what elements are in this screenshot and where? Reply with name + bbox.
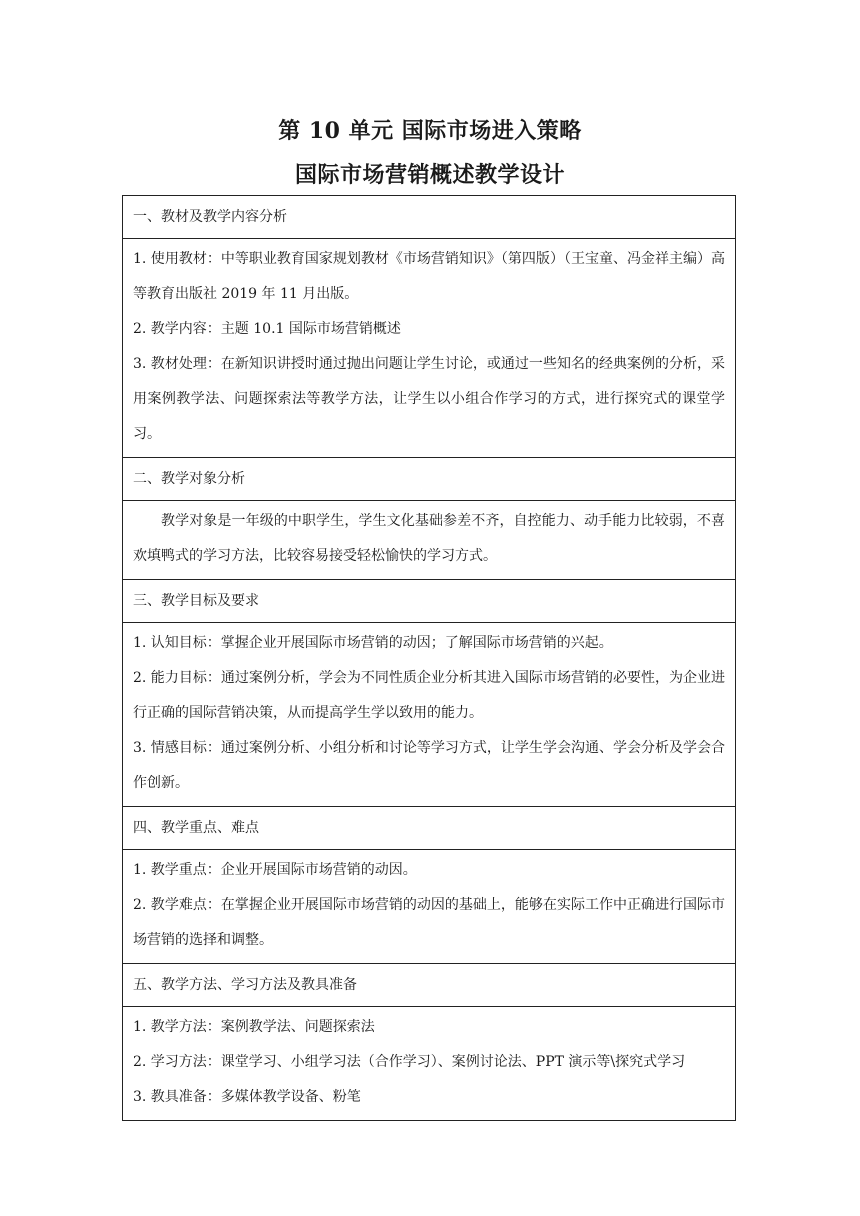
section-heading-materials: 一、教材及教学内容分析 bbox=[123, 196, 736, 239]
section-heading-methods: 五、教学方法、学习方法及教具准备 bbox=[123, 964, 736, 1007]
paragraph: 3. 教材处理：在新知识讲授时通过抛出问题让学生讨论，或通过一些知名的经典案例的分析，采用案例教学法、问题探索法等教学方法，让学生以小组合作学习的方式，进行探究式的课堂学习。 bbox=[133, 356, 725, 442]
document-subtitle: 国际市场营销概述教学设计 bbox=[294, 162, 565, 188]
paragraph: 2. 教学内容：主题 10.1 国际市场营销概述 bbox=[133, 321, 401, 337]
lesson-plan-table bbox=[122, 195, 736, 1121]
section-body-students bbox=[123, 501, 736, 580]
section-body-materials bbox=[123, 239, 736, 458]
section-body-objectives bbox=[123, 623, 736, 807]
document-title: 第 10 单元 国际市场进入策略 bbox=[278, 118, 582, 144]
section-body-methods bbox=[123, 1007, 736, 1121]
paragraph: 3. 教具准备：多媒体教学设备、粉笔 bbox=[133, 1089, 361, 1105]
paragraph: 1. 认知目标：掌握企业开展国际市场营销的动因；了解国际市场营销的兴起。 bbox=[133, 635, 613, 651]
paragraph: 2. 能力目标：通过案例分析，学会为不同性质企业分析其进入国际市场营销的必要性，为企业进行正确的国际营销决策，从而提高学生学以致用的能力。 bbox=[133, 670, 725, 721]
paragraph: 2. 教学难点：在掌握企业开展国际市场营销的动因的基础上，能够在实际工作中正确进行国际市场营销的选择和调整。 bbox=[133, 897, 725, 948]
paragraph: 3. 情感目标：通过案例分析、小组分析和讨论等学习方式，让学生学会沟通、学会分析及学会合作创新。 bbox=[133, 740, 725, 791]
paragraph: 2. 学习方法：课堂学习、小组学习法（合作学习）、案例讨论法、PPT 演示等\探究式学习 bbox=[133, 1054, 686, 1070]
paragraph: 1. 使用教材：中等职业教育国家规划教材《市场营销知识》（第四版）（王宝童、冯金祥主编）高等教育出版社 2019 年 11 月出版。 bbox=[133, 251, 725, 302]
section-heading-objectives: 三、教学目标及要求 bbox=[123, 580, 736, 623]
paragraph: 教学对象是一年级的中职学生，学生文化基础参差不齐，自控能力、动手能力比较弱，不喜欢填鸭式的学习方法，比较容易接受轻松愉快的学习方式。 bbox=[133, 513, 725, 564]
paragraph: 1. 教学重点：企业开展国际市场营销的动因。 bbox=[133, 862, 417, 878]
section-heading-key-points: 四、教学重点、难点 bbox=[123, 807, 736, 850]
section-body-key-points bbox=[123, 850, 736, 964]
section-heading-students: 二、教学对象分析 bbox=[123, 458, 736, 501]
paragraph: 1. 教学方法：案例教学法、问题探索法 bbox=[133, 1019, 375, 1035]
